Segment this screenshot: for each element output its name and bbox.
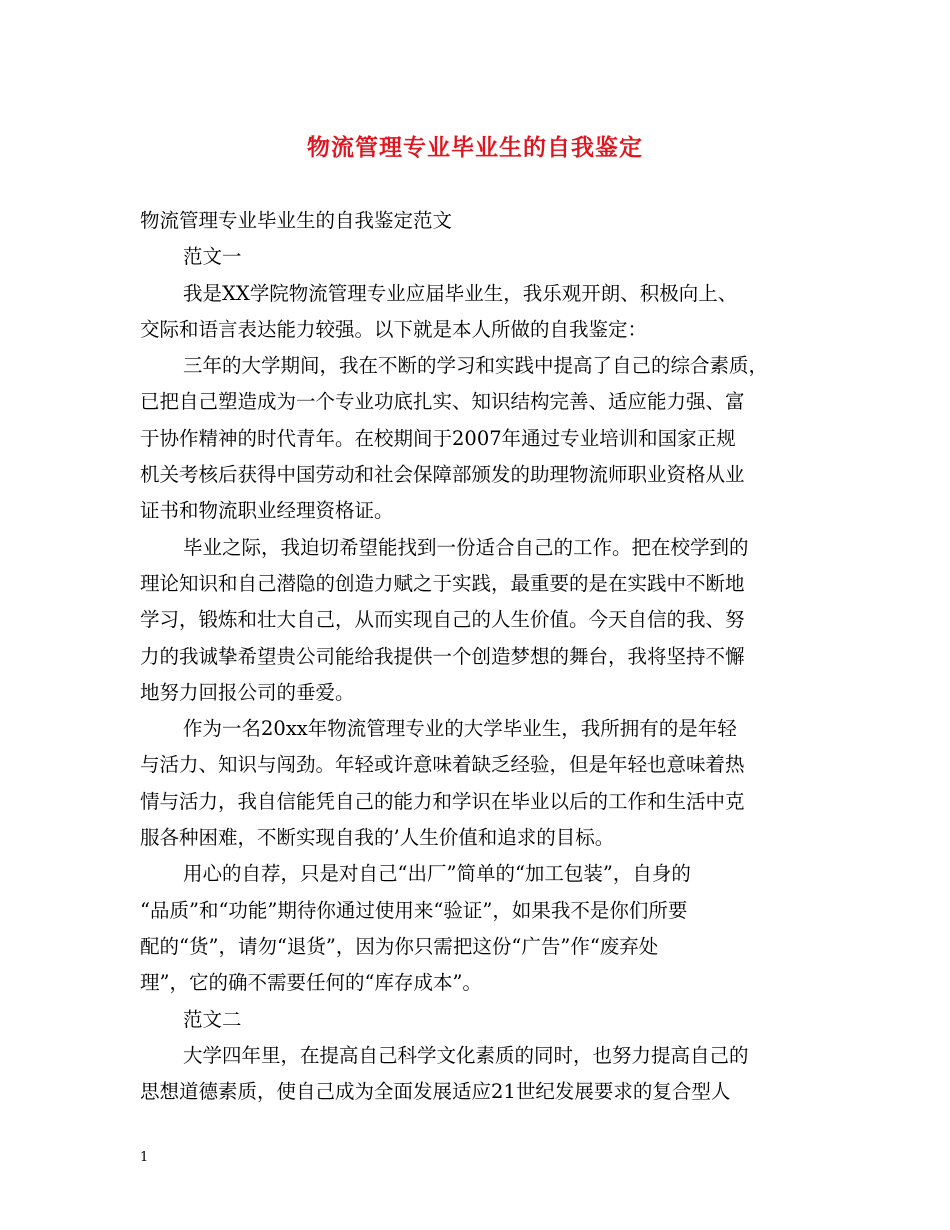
document-title: 物流管理专业毕业生的自我鉴定 [307,134,643,161]
body-line: 力的我诚挚希望贵公司能给我提供一个创造梦想的舞台，我将坚持不懈 [140,644,745,668]
body-line: 学习，锻炼和壮大自己，从而实现自己的人生价值。今天自信的我、努 [140,608,745,632]
body-line: 地努力回报公司的垂爱。 [140,680,355,704]
body-line: 思想道德素质，使自己成为全面发展适应21世纪发展要求的复合型人 [140,1080,731,1104]
body-line: 作为一名20xx年物流管理专业的大学毕业生，我所拥有的是年轻 [183,717,737,741]
body-line: 物流管理专业毕业生的自我鉴定范文 [140,209,453,232]
body-line: 范文一 [183,245,242,269]
body-line: 机关考核后获得中国劳动和社会保障部颁发的助理物流师职业资格从业 [140,463,745,487]
body-line: 毕业之际，我迫切希望能找到一份适合自己的工作。把在校学到的 [183,535,749,559]
body-line: 大学四年里，在提高自己科学文化素质的同时，也努力提高自己的 [183,1043,749,1067]
body-line: 配的“货”，请勿“退货”，因为你只需把这份“广告”作“废弃处 [140,934,659,958]
body-line: 范文二 [183,1007,242,1031]
body-line: 于协作精神的时代青年。在校期间于2007年通过专业培训和国家正规 [140,426,736,450]
body-line: 用心的自荐，只是对自己“出厂”简单的“加工包装”，自身的 [183,862,691,886]
body-line: 三年的大学期间，我在不断的学习和实践中提高了自己的综合素质， [183,354,769,378]
body-line: 情与活力，我自信能凭自己的能力和学识在毕业以后的工作和生活中克 [140,789,745,813]
body-line: 已把自己塑造成为一个专业功底扎实、知识结构完善、适应能力强、富 [140,390,745,414]
body-line: 理”，它的确不需要任何的“库存成本”。 [140,971,482,995]
body-line: 服各种困难，不断实现自我的’人生价值和追求的目标。 [140,826,615,850]
document-body [140,203,816,1110]
body-line: 证书和物流职业经理资格证。 [140,499,394,523]
body-line: “品质”和“功能”期待你通过使用来“验证”，如果我不是你们所要 [140,898,688,922]
page-number: 1 [140,1150,149,1165]
body-line: 与活力、知识与闯劲。年轻或许意味着缺乏经验，但是年轻也意味着热 [140,753,745,777]
body-line: 交际和语言表达能力较强。以下就是本人所做的自我鉴定： [140,317,648,341]
body-line: 我是XX学院物流管理专业应届毕业生，我乐观开朗、积极向上、 [183,281,738,305]
body-line: 理论知识和自己潜隐的创造力赋之于实践，最重要的是在实践中不断地 [140,571,745,595]
